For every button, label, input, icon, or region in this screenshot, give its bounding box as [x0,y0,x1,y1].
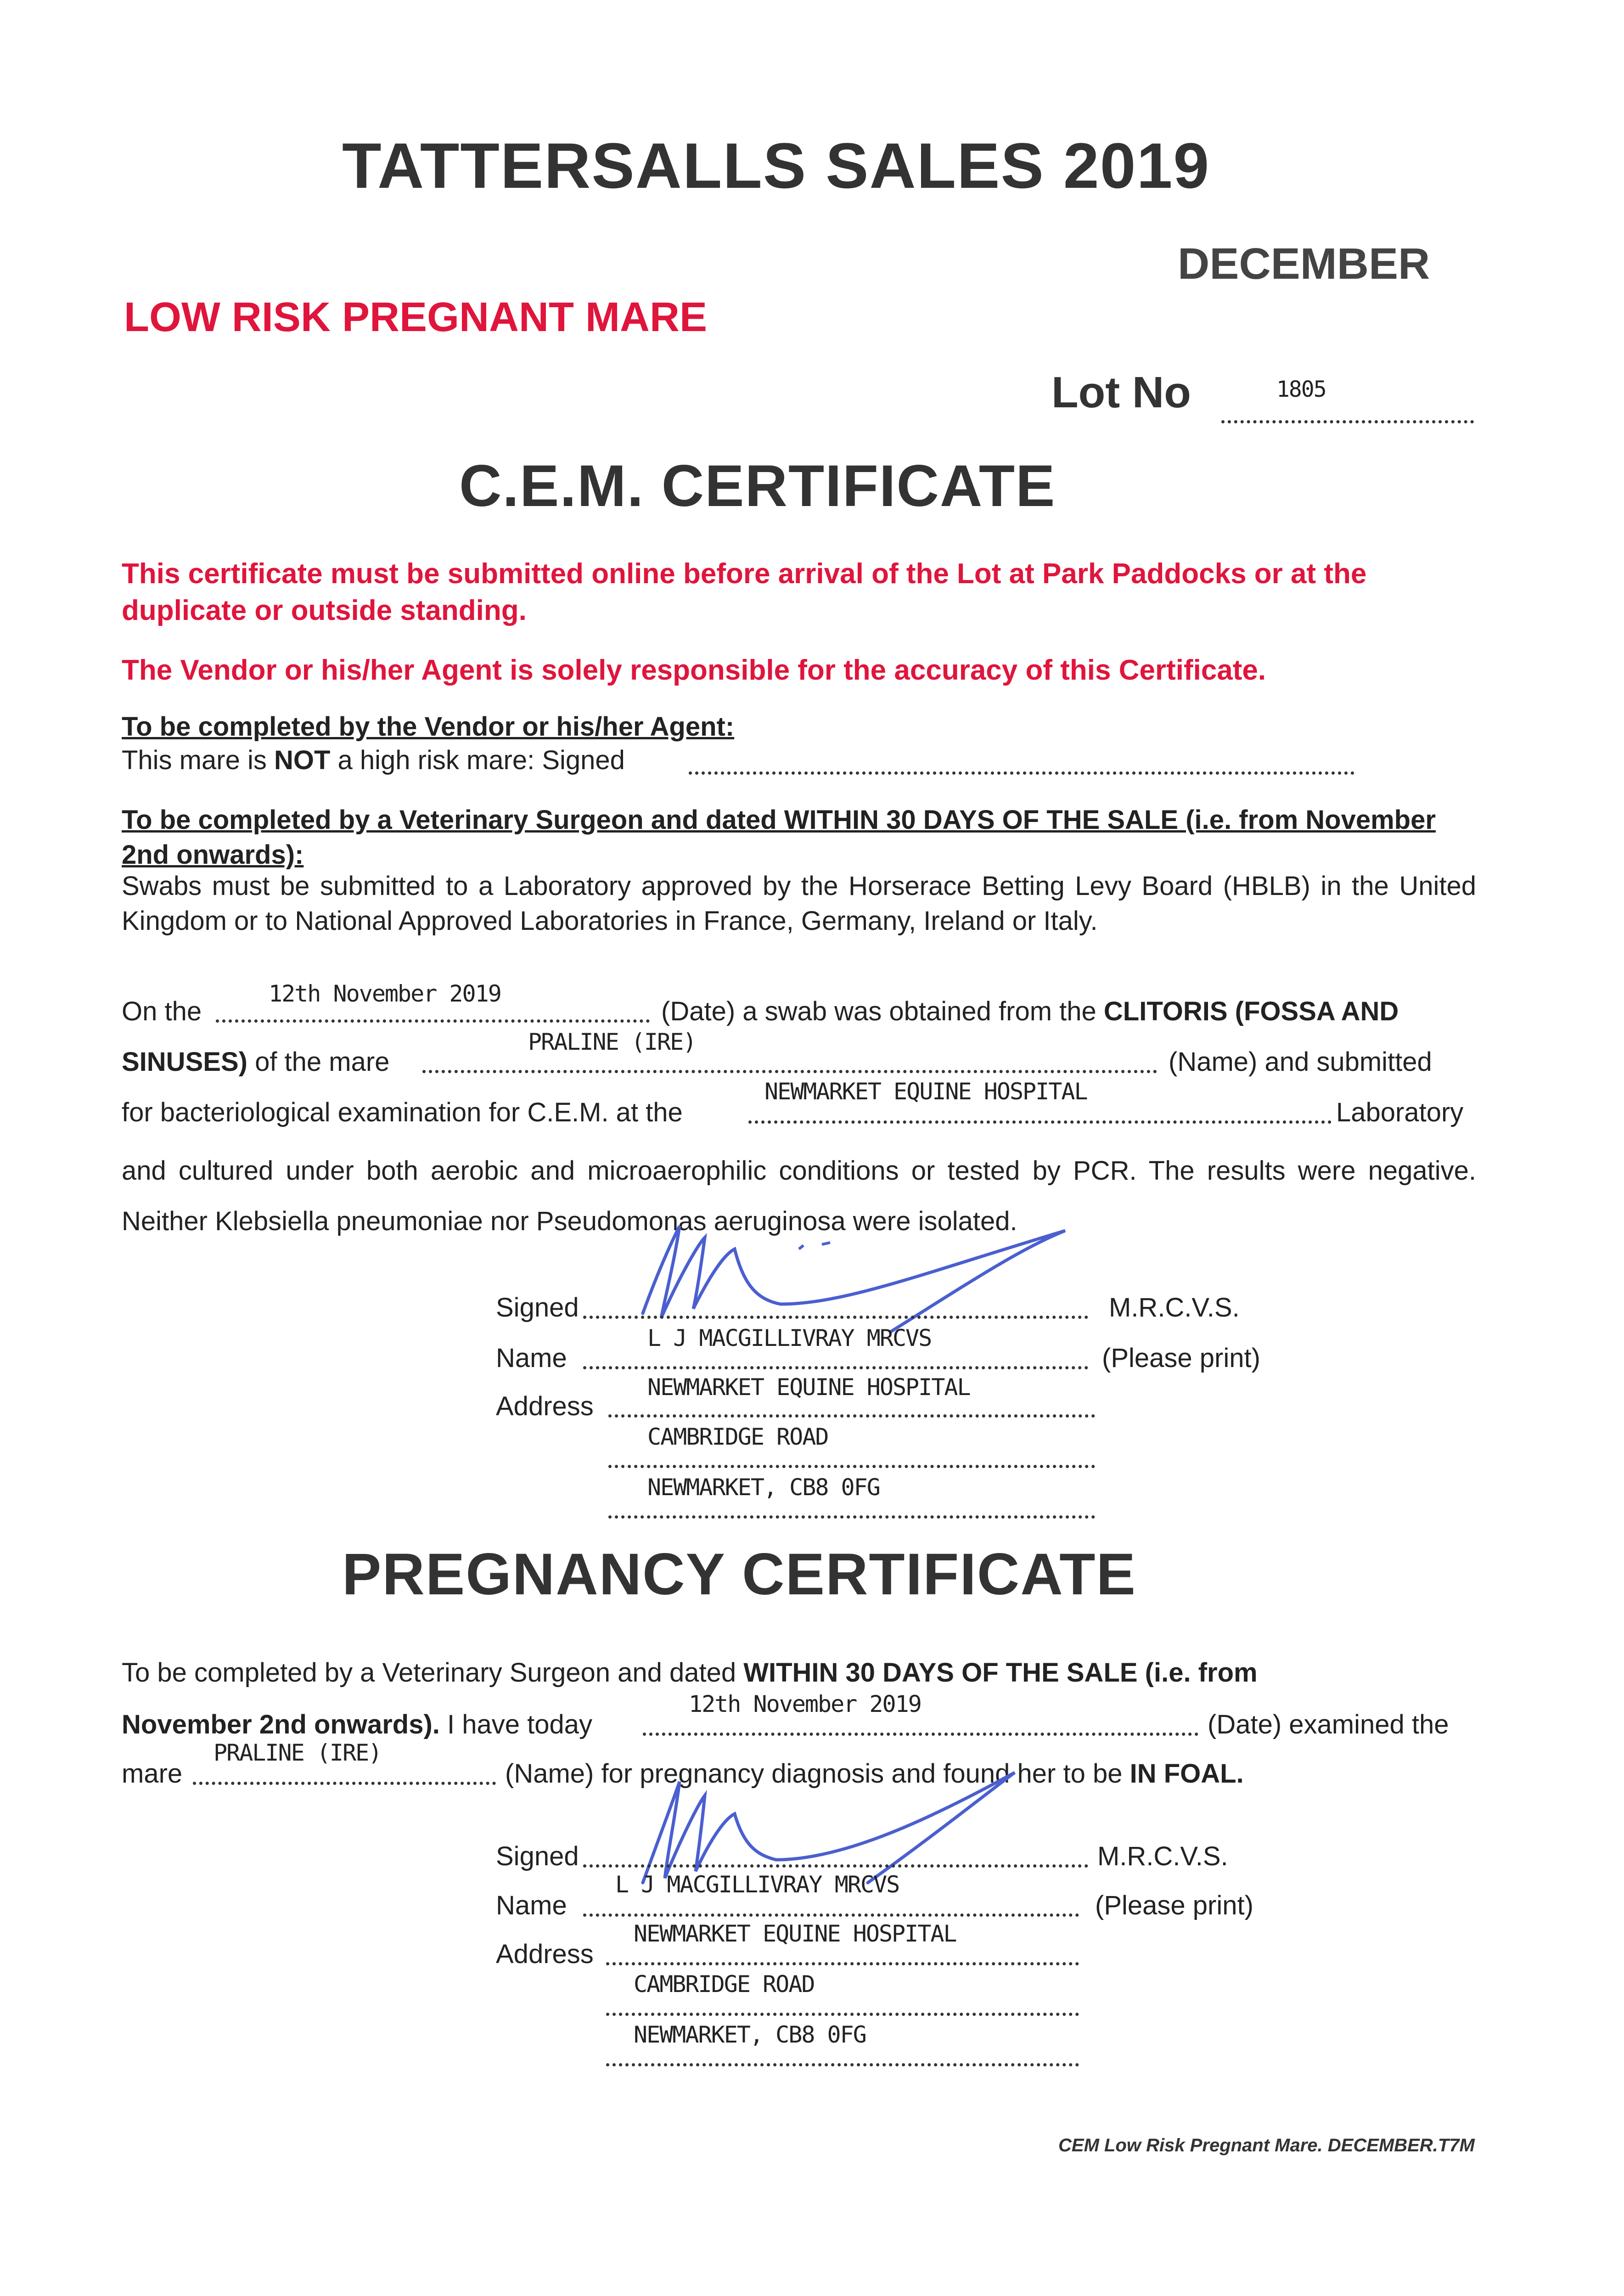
please-print-1: (Please print) [1102,1343,1260,1373]
mrcvs-label-1: M.R.C.V.S. [1109,1293,1240,1322]
bacteriological-text: for bacteriological examination for C.E.M. at the [122,1097,683,1127]
within-30-days-text: WITHIN 30 DAYS OF THE SALE (i.e. from [743,1658,1258,1688]
swab-obtained-text: (Date) a swab was obtained from the [661,996,1104,1026]
vet-signature-1 [606,1194,1111,1341]
mare-label: mare [122,1759,183,1789]
lot-number-field [1221,381,1474,423]
address-line-1a: NEWMARKET EQUINE HOSPITAL [647,1374,970,1401]
vet-signature-2 [611,1745,1070,1892]
pregnancy-diagnosis-text: (Name) for pregnancy diagnosis and found her to be [505,1759,1130,1789]
document-reference-footer: CEM Low Risk Pregnant Mare. DECEMBER.T7M [1058,2135,1475,2155]
name-label-2: Name [496,1891,567,1920]
address-line-1b: CAMBRIDGE ROAD [647,1424,828,1450]
date-examined-text: (Date) examined the [1208,1710,1449,1739]
laboratory-value: NEWMARKET EQUINE HOSPITAL [764,1078,1087,1105]
pregnancy-line-2 [122,1707,592,1742]
pregnancy-intro-text: To be completed by a Veterinary Surgeon and dated [122,1658,744,1688]
sinuses-line [122,1045,389,1080]
declaration-not: NOT [274,745,331,775]
swab-date-value: 12th November 2019 [269,980,501,1007]
laboratory-label: Laboratory [1336,1097,1464,1127]
mrcvs-label-2: M.R.C.V.S. [1097,1841,1228,1871]
swab-laboratory-text: Swabs must be submitted to a Laboratory approved by the Horserace Betting Levy Board (HBLB) in the United Kingdom or to National Approved Laboratories in France, Germany, Ireland or Italy. [122,871,1476,936]
declaration-text: This mare is [122,745,274,775]
mare-name-value: PRALINE (IRE) [528,1029,696,1055]
page-title: TATTERSALLS SALES 2019 [342,129,1210,202]
vendor-responsibility-notice: The Vendor or his/her Agent is solely responsible for the accuracy of this Certificate. [122,654,1266,686]
high-risk-declaration [122,743,625,778]
address-label-2: Address [496,1939,594,1969]
signature-field-1 [583,1295,1088,1319]
name-label-1: Name [496,1343,567,1373]
exam-date-value: 12th November 2019 [689,1691,921,1717]
category-label: LOW RISK PREGNANT MARE [124,294,707,340]
lot-number-label: Lot No [1051,368,1191,417]
vendor-section-heading: To be completed by the Vendor or his/her Agent: [122,712,735,742]
signature-field-2 [583,1844,1088,1868]
november-onwards-text: November 2nd onwards). [122,1710,440,1739]
culture-results-text: and cultured under both aerobic and microaerophilic conditions or tested by PCR. The results were negative. Neither Klebsiella pneumoniae nor Pseudomonas aeruginosa were isolated. [122,1156,1476,1236]
vet-name-value-2: L J MACGILLIVRAY MRCVS [615,1871,899,1898]
pregnancy-mare-value: PRALINE (IRE) [214,1739,382,1766]
cem-certificate-title: C.E.M. CERTIFICATE [459,453,1056,519]
declaration-signed-label: a high risk mare: Signed [330,745,625,775]
signed-label-2: Signed [496,1841,579,1871]
on-the-label: On the [122,996,202,1026]
signed-label-1: Signed [496,1293,579,1322]
address-line-2a: NEWMARKET EQUINE HOSPITAL [634,1920,956,1947]
lot-number-value: 1805 [1276,377,1326,402]
pregnancy-line-1 [122,1655,1476,1690]
address-line-1c: NEWMARKET, CB8 0FG [647,1474,880,1501]
name-submitted-text: (Name) and submitted [1169,1047,1432,1077]
pregnancy-certificate-title: PREGNANCY CERTIFICATE [342,1542,1136,1607]
have-today-text: I have today [439,1710,593,1739]
please-print-2: (Please print) [1095,1891,1253,1920]
clitoris-fossa-text: CLITORIS (FOSSA AND [1103,996,1399,1026]
address-line-2b: CAMBRIDGE ROAD [634,1971,815,1998]
sinuses-text: SINUSES) [122,1047,247,1077]
in-foal-text: IN FOAL. [1129,1759,1244,1789]
vet-section-heading: To be completed by a Veterinary Surgeon and dated WITHIN 30 DAYS OF THE SALE (i.e. from November 2nd onwards): [122,805,1436,870]
sale-month: DECEMBER [1178,239,1430,288]
vendor-signature-field [689,753,1354,775]
of-the-mare-text: of the mare [247,1047,390,1077]
address-label-1: Address [496,1391,594,1421]
address-line-2c: NEWMARKET, CB8 0FG [634,2021,866,2048]
online-submission-notice: This certificate must be submitted online before arrival of the Lot at Park Paddocks or at the duplicate or outside standing. [122,558,1367,626]
swab-date-suffix [661,994,1399,1029]
vet-name-value-1: L J MACGILLIVRAY MRCVS [647,1325,932,1351]
